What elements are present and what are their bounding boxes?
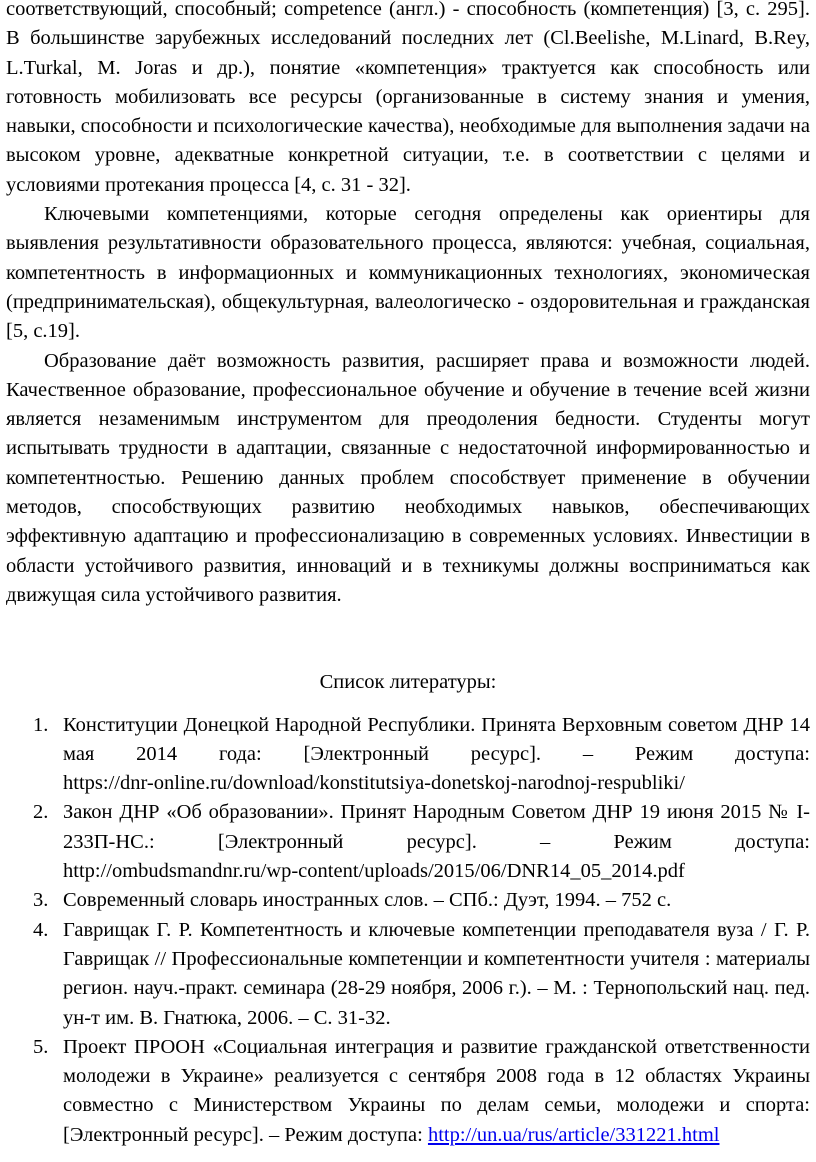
reference-text: Современный словарь иностранных слов. – СПб.: Дуэт, 1994. – 752 с. [63,889,672,912]
reference-item-3 [33,886,810,915]
references-list [6,711,810,1150]
reference-number: 3. [33,889,49,912]
reference-number: 2. [33,801,49,824]
reference-item-1 [33,711,810,799]
body-paragraph-3: Образование даёт возможность развития, расширяет права и возможности людей. Качественное образование, профессиональное обучение и обучение в течение всей жизни является незаменимым инструментом для преодоления бедности. Студенты могут испытывать трудности в адаптации, связанные с недостаточной информированностью и компетентностью. Решению данных проблем способствует применение в обучении методов, способствующих развитию необходимых навыков, обеспечивающих эффективную адаптацию и профессионализацию в современных условиях. Инвестиции в области устойчивого развития, инноваций и в техникумы должны восприниматься как движущая сила устойчивого развития. [6,349,810,606]
reference-text: Проект ПРООН «Социальная интеграция и развитие гражданской ответственности молодежи в Украине» реализуется с сентября 2008 года в 12 областях Украины совместно с Министерством Украины по делам семьи, молодежи и спорта: [Электронный ресурс]. – Режим доступа: [63,1035,810,1146]
reference-text: Гаврищак Г. Р. Компетентность и ключевые компетенции преподавателя вуза / Г. Р. Гаврищак // Профессиональные компетенции и компетентности учителя : материалы регион. науч.-практ. семинара (28-29 ноября, 2006 г.). – М. : Тернопольский нац. пед. ун-т им. В. Гнатюка, 2006. – С. 31-32. [63,918,810,1029]
reference-item-4 [33,916,810,1033]
reference-number: 5. [33,1035,49,1058]
body-paragraph-2: Ключевыми компетенциями, которые сегодня определены как ориентиры для выявления результативности образовательного процесса, являются: учебная, социальная, компетентность в информационных и коммуникационных технологиях, экономическая (предпринимательская), общекультурная, валеологическо - оздоровительная и гражданская [5, с.19]. [6,203,810,343]
reference-item-5 [33,1033,810,1150]
reference-url: https://dnr-online.ru/download/konstitutsiya-donetskoj-narodnoj-respubliki/ [63,772,685,795]
reference-number: 4. [33,918,49,941]
reference-text: Закон ДНР «Об образовании». Принят Народным Советом ДНР 19 июня 2015 № I-233П-НС.: [Электронный ресурс]. – Режим доступа: [63,801,810,853]
reference-url: http://ombudsmandnr.ru/wp-content/uploads/2015/06/DNR14_05_2014.pdf [63,860,685,883]
reference-number: 1. [33,713,49,736]
reference-link[interactable]: http://un.ua/rus/article/331221.html [427,1123,720,1146]
body-paragraph-1: соответствующий, способный; competence (англ.) - способность (компетенция) [3, с. 295]. В большинстве зарубежных исследований последних лет (Cl.Beelishe, M.Linard, B.Rey, L.Turkal, M. Joras и др.), понятие «компетенция» трактуется как способность или готовность мобилизовать все ресурсы (организованные в систему знания и умения, навыки, способности и психологические качества), необходимые для выполнения задачи на высоком уровне, адекватные конкретной ситуации, т.е. в соответствии с целями и условиями протекания процесса [4, с. 31 - 32]. [6,0,810,196]
reference-item-2 [33,798,810,886]
reference-text: Конституции Донецкой Народной Республики. Принята Верховным советом ДНР 14 мая 2014 года: [Электронный ресурс]. – Режим доступа: [63,713,810,765]
references-title: Список литературы: [319,671,497,694]
